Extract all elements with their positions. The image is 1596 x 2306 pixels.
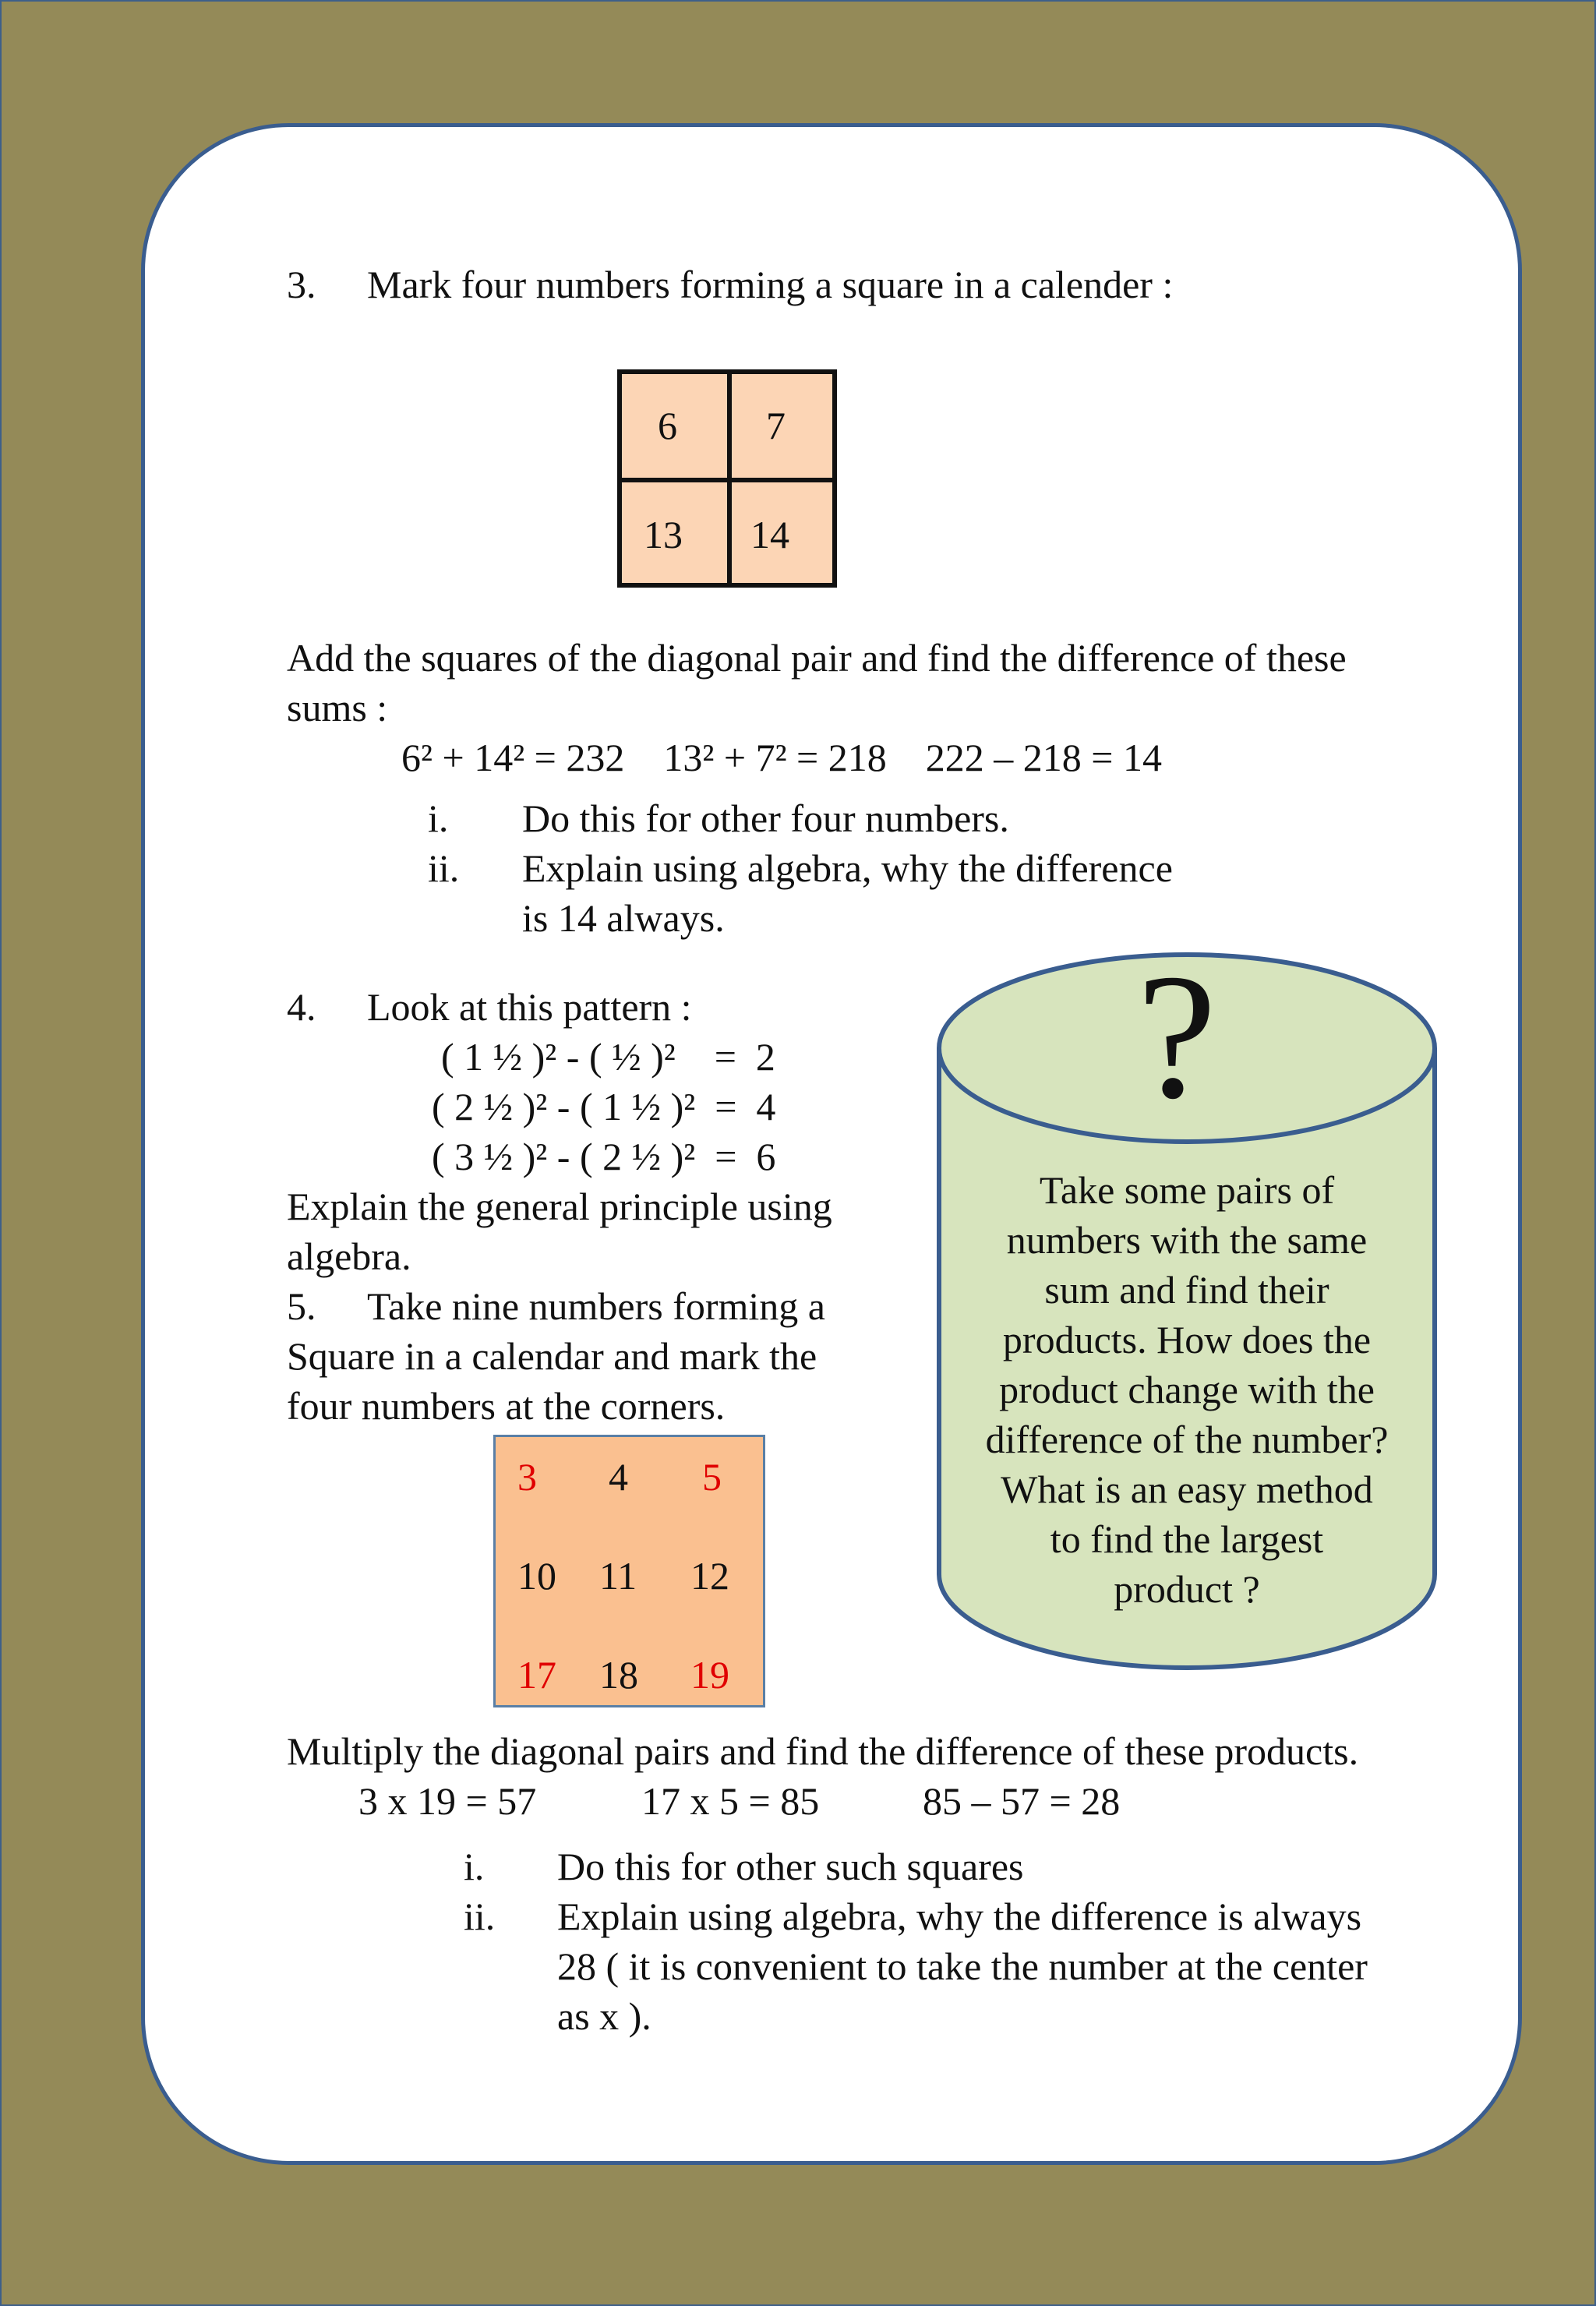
sidebar-line: products. How does the [1002, 1318, 1372, 1361]
list-marker: i. [428, 796, 449, 840]
list-item-text: Explain using algebra, why the difference [522, 846, 1173, 890]
grid-cell: 6 [658, 404, 677, 447]
list-marker: i. [464, 1845, 485, 1888]
sidebar-line: product ? [1114, 1567, 1260, 1611]
q5-line1: Take nine numbers forming a [367, 1284, 825, 1328]
sidebar-line: sum and find their [1044, 1268, 1329, 1312]
q3-equation: 6² + 14² = 232 13² + 7² = 218 222 – 218 = 14 [401, 736, 1162, 779]
q5-multiply-instruction: Multiply the diagonal pairs and find the difference of these products. [287, 1729, 1359, 1773]
q5-line2: Square in a calendar and mark the [287, 1334, 817, 1378]
list-marker: ii. [464, 1895, 496, 1938]
pattern-line: ( 3 ½ )² - ( 2 ½ )² = 6 [432, 1135, 776, 1178]
sidebar-line: product change with the [999, 1368, 1375, 1411]
list-item-text: as x ). [557, 1994, 651, 2038]
q4-explain-line1: Explain the general principle using [287, 1185, 832, 1228]
q4-explain-line2: algebra. [287, 1234, 411, 1278]
q4-heading: Look at this pattern : [367, 985, 692, 1029]
sidebar-text [939, 1165, 1435, 1614]
sidebar-line: What is an easy method [1001, 1467, 1373, 1511]
list-marker: ii. [428, 846, 460, 890]
grid-cell: 18 [599, 1653, 638, 1697]
sidebar-line: numbers with the same [1006, 1218, 1368, 1262]
grid-cell: 12 [690, 1554, 729, 1598]
q4-number: 4. [287, 985, 316, 1029]
sidebar-line: difference of the number? [985, 1418, 1389, 1461]
corner-number: 5 [702, 1455, 722, 1499]
corner-number: 17 [517, 1653, 556, 1697]
pattern-line: ( 1 ½ )² - ( ½ )² = 2 [441, 1035, 775, 1079]
grid-cell: 14 [750, 513, 789, 556]
q3-instruction-line1: Add the squares of the diagonal pair and find the difference of these [287, 636, 1347, 680]
grid-cell: 13 [644, 513, 683, 556]
list-item-text: 28 ( it is convenient to take the number at the center [557, 1944, 1368, 1988]
q5-number: 5. [287, 1284, 316, 1328]
pattern-line: ( 2 ½ )² - ( 1 ½ )² = 4 [432, 1085, 776, 1128]
calendar-square-2x2 [617, 369, 837, 588]
grid-divider [622, 478, 832, 482]
question-mark-symbol: ? [1136, 937, 1217, 1135]
corner-number: 3 [517, 1455, 537, 1499]
calendar-square-3x3 [493, 1435, 765, 1707]
q5-line3: four numbers at the corners. [287, 1384, 726, 1428]
list-item-text: Do this for other four numbers. [522, 796, 1009, 840]
grid-cell: 4 [609, 1455, 628, 1499]
q3-instruction-line2: sums : [287, 686, 388, 729]
grid-cell: 7 [766, 404, 786, 447]
list-item-text: Do this for other such squares [557, 1845, 1024, 1888]
grid-cell: 11 [599, 1554, 637, 1598]
list-item-text: is 14 always. [522, 896, 725, 940]
grid-cell: 10 [517, 1554, 556, 1598]
sidebar-line: Take some pairs of [1039, 1168, 1335, 1212]
q5-equation: 3 x 19 = 57 [358, 1779, 537, 1823]
sidebar-line: to find the largest [1050, 1517, 1324, 1561]
q3-number: 3. [287, 263, 316, 306]
q5-equation: 17 x 5 = 85 [641, 1779, 820, 1823]
q3-heading: Mark four numbers forming a square in a calender : [367, 263, 1174, 306]
list-item-text: Explain using algebra, why the difference is always [557, 1895, 1362, 1938]
corner-number: 19 [690, 1653, 729, 1697]
q5-equation: 85 – 57 = 28 [923, 1779, 1121, 1823]
